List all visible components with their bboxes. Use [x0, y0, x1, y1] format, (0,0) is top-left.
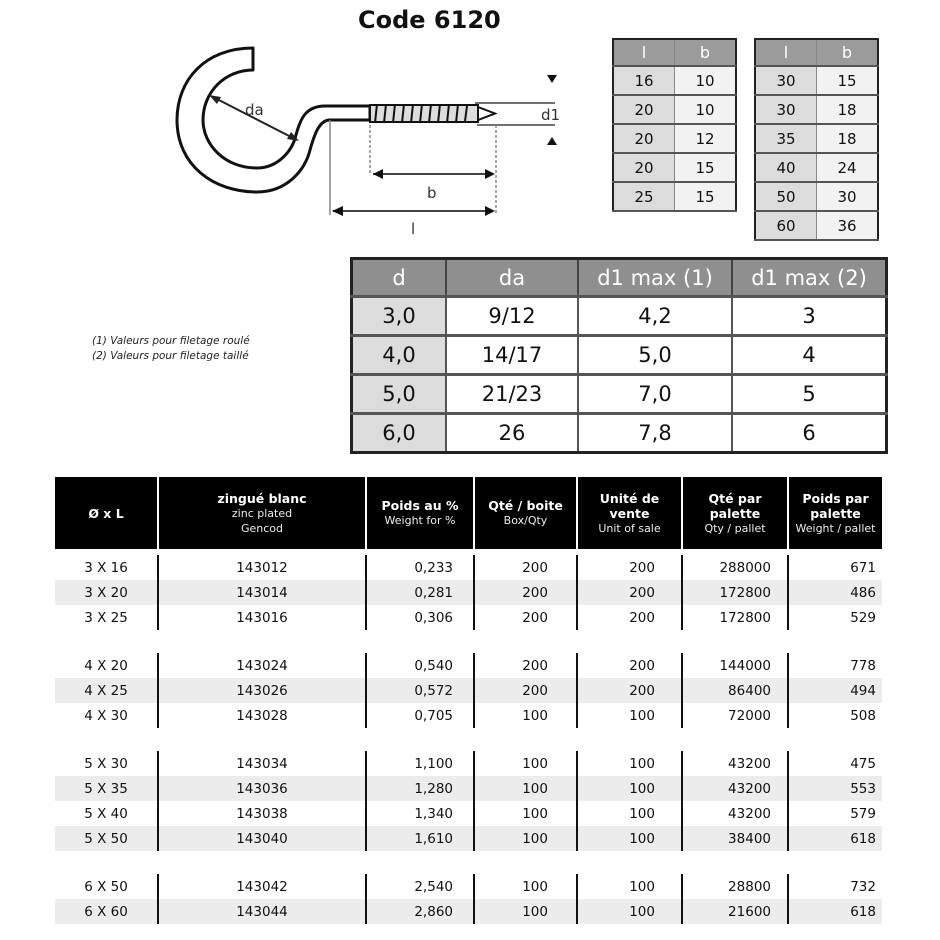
cell-da: 14/17 [446, 336, 578, 375]
cell-pallet-qty: 43200 [683, 801, 789, 826]
table-header-row [55, 477, 882, 549]
cell-size: 4 X 30 [55, 703, 159, 728]
cell-unit-of-sale: 200 [578, 605, 683, 630]
cell-unit-of-sale: 100 [578, 874, 683, 899]
header-line: Ø x L [88, 505, 124, 521]
table-row [352, 297, 887, 336]
column-header-unit-of-sale [578, 477, 683, 549]
cell-weight-percent: 1,610 [367, 826, 475, 851]
cell-weight-percent: 1,280 [367, 776, 475, 801]
header-line: Box/Qty [503, 514, 548, 527]
cell-box-qty: 200 [475, 678, 578, 703]
table-row [55, 776, 882, 801]
header-line: palette [810, 505, 861, 521]
table-row [755, 124, 878, 153]
cell-pallet-weight: 671 [850, 559, 876, 576]
cell-d: 4,0 [352, 336, 447, 375]
cell-unit-of-sale: 200 [578, 678, 683, 703]
cell-b: 10 [675, 95, 737, 124]
cell-weight-percent: 0,306 [367, 605, 475, 630]
length-thread-table-2 [754, 38, 879, 241]
length-thread-table-1 [612, 38, 737, 212]
cell-box-qty: 100 [475, 801, 578, 826]
header-line: zinc plated [231, 506, 293, 520]
table-row [613, 66, 736, 95]
cell-gencod: 143044 [159, 899, 367, 924]
table-row [613, 124, 736, 153]
column-header-weight-percent [367, 477, 475, 549]
cell-pallet-weight: 553 [850, 780, 876, 797]
table-body [55, 549, 882, 924]
product-code-title: Code 6120 [358, 6, 501, 34]
cell-size: 3 X 25 [55, 605, 159, 630]
cell-d1-max-2: 5 [732, 375, 887, 414]
table-row [55, 605, 882, 630]
table-row [55, 580, 882, 605]
cell-pallet-qty: 21600 [683, 899, 789, 924]
cell-pallet-weight: 732 [850, 878, 876, 895]
cell-b: 12 [675, 124, 737, 153]
table-row [755, 153, 878, 182]
header-line: Qty / pallet [704, 521, 766, 535]
footnote-1: (1) Valeurs pour filetage roulé [92, 335, 250, 347]
cell-gencod: 143012 [159, 555, 367, 580]
cell-unit-of-sale: 200 [578, 555, 683, 580]
table-row [755, 182, 878, 211]
cell-gencod: 143016 [159, 605, 367, 630]
cell-unit-of-sale: 100 [578, 703, 683, 728]
cell-da: 26 [446, 414, 578, 453]
column-header-d: d [352, 259, 447, 297]
cell-weight-percent: 1,100 [367, 751, 475, 776]
cell-gencod: 143038 [159, 801, 367, 826]
header-line: zingué blanc [217, 490, 307, 506]
table-row [613, 95, 736, 124]
cell-l: 16 [613, 66, 675, 95]
cell-box-qty: 100 [475, 826, 578, 851]
cell-size: 6 X 60 [55, 899, 159, 924]
cell-d1-max-1: 7,0 [578, 375, 732, 414]
cell-l: 40 [755, 153, 817, 182]
cell-unit-of-sale: 200 [578, 653, 683, 678]
cell-size: 3 X 16 [55, 555, 159, 580]
cell-unit-of-sale: 100 [578, 826, 683, 851]
cell-pallet-weight: 618 [850, 903, 876, 920]
table-row [55, 826, 882, 851]
cell-pallet-qty: 43200 [683, 776, 789, 801]
column-header-d1-max-2: d1 max (2) [732, 259, 887, 297]
cell-unit-of-sale: 100 [578, 801, 683, 826]
cell-pallet-qty: 86400 [683, 678, 789, 703]
cell-l: 20 [613, 124, 675, 153]
cell-unit-of-sale: 100 [578, 751, 683, 776]
cell-pallet-weight: 778 [850, 657, 876, 674]
cell-size: 5 X 30 [55, 751, 159, 776]
cell-d: 6,0 [352, 414, 447, 453]
svg-text:da: da [245, 101, 264, 119]
cell-pallet-qty: 288000 [683, 555, 789, 580]
table-row [55, 678, 882, 703]
screw-hook-diagram-icon [165, 20, 565, 245]
cell-b: 15 [675, 182, 737, 211]
cell-gencod: 143024 [159, 653, 367, 678]
table-row [55, 703, 882, 728]
svg-text:l: l [411, 220, 416, 238]
cell-b: 10 [675, 66, 737, 95]
column-header-gencod [159, 477, 367, 549]
cell-pallet-weight: 529 [850, 609, 876, 626]
cell-b: 18 [817, 124, 879, 153]
cell-gencod: 143040 [159, 826, 367, 851]
cell-l: 20 [613, 153, 675, 182]
cell-weight-percent: 2,860 [367, 899, 475, 924]
cell-d: 5,0 [352, 375, 447, 414]
cell-gencod: 143034 [159, 751, 367, 776]
column-header-d1-max-1: d1 max (1) [578, 259, 732, 297]
table-row [352, 336, 887, 375]
cell-l: 30 [755, 66, 817, 95]
header-line: palette [709, 505, 761, 521]
cell-size: 5 X 50 [55, 826, 159, 851]
table-row [613, 182, 736, 211]
cell-unit-of-sale: 100 [578, 776, 683, 801]
table-row [755, 66, 878, 95]
header-line: Weight for % [384, 514, 456, 527]
table-row [352, 375, 887, 414]
table-row [55, 801, 882, 826]
table-row [55, 751, 882, 776]
header-line: Qté / boite [488, 498, 563, 513]
cell-l: 35 [755, 124, 817, 153]
cell-box-qty: 100 [475, 899, 578, 924]
cell-gencod: 143036 [159, 776, 367, 801]
header-line: Qté par [708, 490, 762, 506]
cell-l: 60 [755, 211, 817, 240]
table-row [55, 874, 882, 899]
cell-d1-max-2: 6 [732, 414, 887, 453]
cell-box-qty: 200 [475, 580, 578, 605]
cell-weight-percent: 2,540 [367, 874, 475, 899]
header-line: Poids au % [381, 498, 459, 513]
cell-gencod: 143028 [159, 703, 367, 728]
cell-d1-max-1: 7,8 [578, 414, 732, 453]
cell-box-qty: 100 [475, 874, 578, 899]
column-header-da: da [446, 259, 578, 297]
cell-box-qty: 200 [475, 653, 578, 678]
column-header-box-qty [475, 477, 578, 549]
cell-l: 30 [755, 95, 817, 124]
cell-pallet-qty: 43200 [683, 751, 789, 776]
cell-unit-of-sale: 100 [578, 899, 683, 924]
header-line: Unité de [599, 490, 660, 506]
cell-weight-percent: 0,281 [367, 580, 475, 605]
cell-pallet-qty: 72000 [683, 703, 789, 728]
column-header-pallet-weight [789, 477, 882, 549]
cell-b: 15 [817, 66, 879, 95]
cell-da: 21/23 [446, 375, 578, 414]
cell-d1-max-2: 4 [732, 336, 887, 375]
column-header-b: b [675, 39, 737, 66]
cell-d: 3,0 [352, 297, 447, 336]
cell-size: 6 X 50 [55, 874, 159, 899]
cell-d1-max-1: 5,0 [578, 336, 732, 375]
cell-weight-percent: 0,572 [367, 678, 475, 703]
cell-d1-max-2: 3 [732, 297, 887, 336]
cell-l: 20 [613, 95, 675, 124]
column-header-l: l [755, 39, 817, 66]
cell-box-qty: 100 [475, 776, 578, 801]
footnote-2: (2) Valeurs pour filetage taillé [92, 350, 249, 362]
cell-b: 36 [817, 211, 879, 240]
header-line: Weight / pallet [795, 521, 876, 535]
table-row [755, 211, 878, 240]
cell-pallet-weight: 475 [850, 755, 876, 772]
cell-size: 5 X 40 [55, 801, 159, 826]
cell-unit-of-sale: 200 [578, 580, 683, 605]
table-row [755, 95, 878, 124]
table-row [352, 414, 887, 453]
cell-weight-percent: 0,233 [367, 555, 475, 580]
cell-size: 3 X 20 [55, 580, 159, 605]
cell-da: 9/12 [446, 297, 578, 336]
cell-l: 50 [755, 182, 817, 211]
cell-l: 25 [613, 182, 675, 211]
cell-box-qty: 200 [475, 605, 578, 630]
cell-size: 5 X 35 [55, 776, 159, 801]
table-row [55, 899, 882, 924]
header-line: Poids par [802, 490, 869, 506]
diameter-table [350, 257, 888, 454]
column-header-l: l [613, 39, 675, 66]
table-row [55, 555, 882, 580]
cell-pallet-qty: 172800 [683, 605, 789, 630]
svg-text:b: b [427, 184, 437, 202]
cell-pallet-weight: 486 [850, 584, 876, 601]
cell-pallet-weight: 579 [850, 805, 876, 822]
cell-weight-percent: 1,340 [367, 801, 475, 826]
cell-b: 24 [817, 153, 879, 182]
cell-box-qty: 100 [475, 751, 578, 776]
cell-size: 4 X 20 [55, 653, 159, 678]
cell-gencod: 143026 [159, 678, 367, 703]
cell-d1-max-1: 4,2 [578, 297, 732, 336]
column-header-size [55, 477, 159, 549]
column-header-pallet-qty [683, 477, 789, 549]
cell-b: 30 [817, 182, 879, 211]
header-line: Gencod [240, 521, 284, 535]
cell-gencod: 143014 [159, 580, 367, 605]
cell-b: 18 [817, 95, 879, 124]
header-line: Unit of sale [598, 521, 661, 535]
cell-b: 15 [675, 153, 737, 182]
cell-box-qty: 100 [475, 703, 578, 728]
cell-pallet-weight: 618 [850, 830, 876, 847]
product-reference-table [55, 477, 882, 924]
column-header-b: b [817, 39, 879, 66]
cell-pallet-weight: 494 [850, 682, 876, 699]
cell-size: 4 X 25 [55, 678, 159, 703]
table-row [613, 153, 736, 182]
cell-weight-percent: 0,540 [367, 653, 475, 678]
cell-pallet-qty: 28800 [683, 874, 789, 899]
cell-pallet-qty: 38400 [683, 826, 789, 851]
cell-pallet-weight: 508 [850, 707, 876, 724]
header-line: vente [609, 505, 650, 521]
table-row [55, 653, 882, 678]
cell-box-qty: 200 [475, 555, 578, 580]
cell-weight-percent: 0,705 [367, 703, 475, 728]
cell-pallet-qty: 144000 [683, 653, 789, 678]
svg-text:d1: d1 [541, 106, 561, 124]
cell-pallet-qty: 172800 [683, 580, 789, 605]
cell-gencod: 143042 [159, 874, 367, 899]
